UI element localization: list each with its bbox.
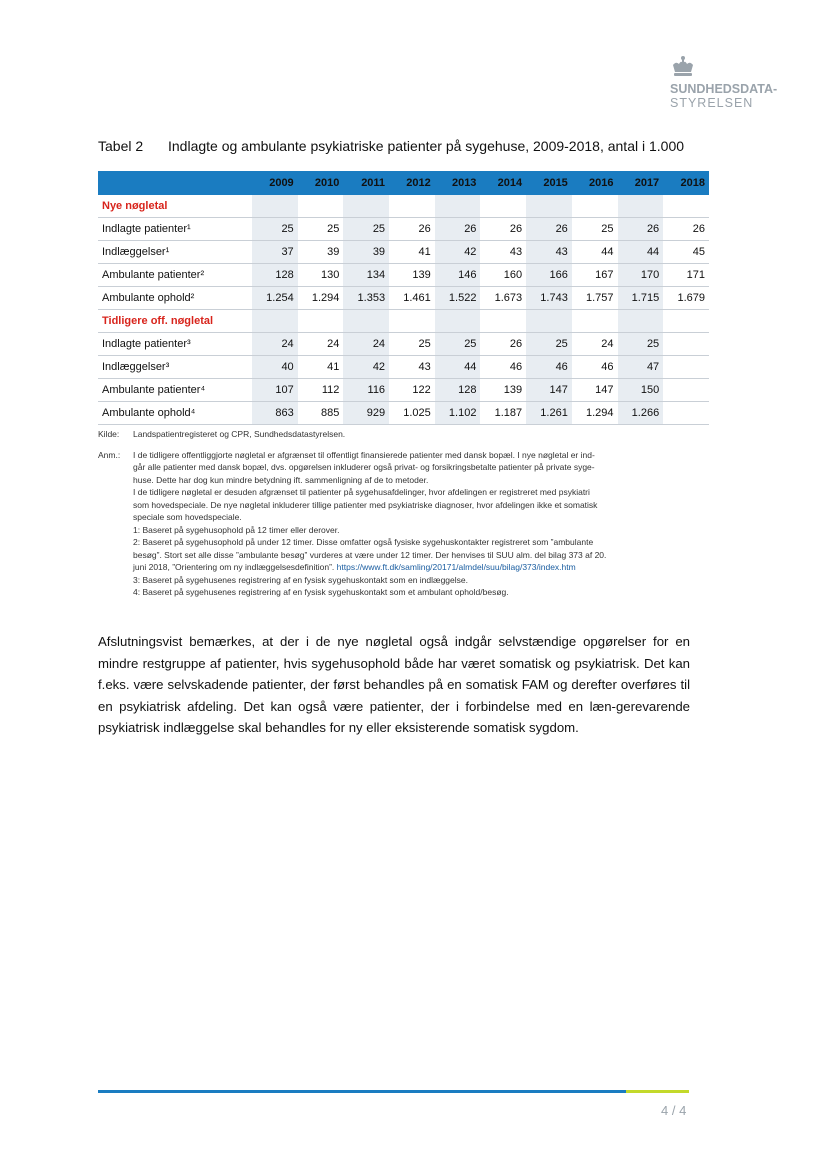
table-cell: 43 bbox=[480, 241, 526, 264]
table-cell: 134 bbox=[343, 264, 389, 287]
anm-line: går alle patienter med dansk bopæl, dvs. opgørelsen inkluderer også privat- og forsikringsbetalte patienter på private syge- bbox=[133, 462, 595, 472]
table-cell: 25 bbox=[389, 333, 435, 356]
table-cell: 25 bbox=[435, 333, 481, 356]
empty-cell bbox=[663, 310, 709, 333]
table-cell: 26 bbox=[435, 218, 481, 241]
table-cell: 43 bbox=[389, 356, 435, 379]
body-paragraph: Afslutningsvist bemærkes, at der i de nye nøgletal også indgår selvstændige opgørelser for en mindre restgruppe af patienter, hvis sygehusophold både har været somatisk og psykiatrisk. Det kan f.eks. være selvskadende patienter, der først behandles på en somatisk FAM og derefter overføres til en psykiatrisk afdeling. Det kan også være patienter, der i forbindelse med en læn-gerevarende psykiatrisk indlæggelse skal behandles for ny eller eksisterende somatisk sygdom. bbox=[98, 634, 690, 735]
year-header: 2013 bbox=[435, 171, 481, 195]
table-cell: 42 bbox=[435, 241, 481, 264]
header-corner bbox=[98, 171, 252, 195]
table-cell: 44 bbox=[618, 241, 664, 264]
table-cell bbox=[663, 379, 709, 402]
table-cell: 39 bbox=[343, 241, 389, 264]
year-header: 2009 bbox=[252, 171, 298, 195]
table-cell: 112 bbox=[298, 379, 344, 402]
empty-cell bbox=[435, 195, 481, 218]
table-cell: 1.743 bbox=[526, 287, 572, 310]
table-cell: 128 bbox=[435, 379, 481, 402]
table-row bbox=[98, 356, 709, 379]
year-header: 2016 bbox=[572, 171, 618, 195]
table-cell: 25 bbox=[298, 218, 344, 241]
empty-cell bbox=[343, 195, 389, 218]
logo bbox=[670, 55, 790, 115]
table-cell: 24 bbox=[298, 333, 344, 356]
row-label: Indlæggelser³ bbox=[98, 356, 252, 379]
table-cell: 1.353 bbox=[343, 287, 389, 310]
empty-cell bbox=[480, 310, 526, 333]
table-cell: 1.522 bbox=[435, 287, 481, 310]
row-label: Ambulante patienter² bbox=[98, 264, 252, 287]
section-row bbox=[98, 310, 709, 333]
logo-line2: STYRELSEN bbox=[670, 96, 754, 110]
table-cell: 44 bbox=[572, 241, 618, 264]
empty-cell bbox=[572, 310, 618, 333]
empty-cell bbox=[343, 310, 389, 333]
table-cell bbox=[663, 402, 709, 425]
table-cell: 24 bbox=[252, 333, 298, 356]
anm-line: 3: Baseret på sygehusenes registrering af en fysisk sygehuskontakt som en indlæggelse. bbox=[133, 574, 468, 585]
empty-cell bbox=[298, 195, 344, 218]
section-row bbox=[98, 195, 709, 218]
anm-line: 4: Baseret på sygehusenes registrering af en fysisk sygehuskontakt som et ambulant ophold/besøg. bbox=[133, 587, 509, 597]
year-header: 2018 bbox=[663, 171, 709, 195]
table-cell: 167 bbox=[572, 264, 618, 287]
anm-line: huse. Dette har dog kun mindre betydning ift. sammenligning af de to metoder. bbox=[133, 474, 429, 485]
year-header: 2014 bbox=[480, 171, 526, 195]
table-cell: 24 bbox=[572, 333, 618, 356]
anm-line: 1: Baseret på sygehusophold på 12 timer eller derover. bbox=[133, 524, 340, 535]
table-cell: 1.187 bbox=[480, 402, 526, 425]
source-text: Landspatientregisteret og CPR, Sundhedsdatastyrelsen. bbox=[133, 429, 346, 439]
anm-line: speciale som hovedspeciale. bbox=[133, 512, 242, 522]
table-cell: 46 bbox=[526, 356, 572, 379]
anm-line: I de tidligere offentliggjorte nøgletal er afgrænset til offentligt finansierede patienter med dansk bopæl. I nye nøgletal er ind- bbox=[133, 449, 595, 460]
table-cell bbox=[663, 333, 709, 356]
page-number: 4 / 4 bbox=[661, 1103, 687, 1118]
data-table bbox=[98, 171, 709, 425]
footer-bar-blue bbox=[98, 1090, 626, 1093]
table-cell: 26 bbox=[618, 218, 664, 241]
row-label: Indlagte patienter¹ bbox=[98, 218, 252, 241]
table-cell: 1.715 bbox=[618, 287, 664, 310]
table-cell: 47 bbox=[618, 356, 664, 379]
table-cell: 130 bbox=[298, 264, 344, 287]
table-cell: 26 bbox=[480, 333, 526, 356]
table-cell: 25 bbox=[252, 218, 298, 241]
table-cell: 116 bbox=[343, 379, 389, 402]
year-header: 2012 bbox=[389, 171, 435, 195]
empty-cell bbox=[663, 195, 709, 218]
table-cell: 171 bbox=[663, 264, 709, 287]
table-cell: 885 bbox=[298, 402, 344, 425]
table-row bbox=[98, 287, 709, 310]
empty-cell bbox=[389, 195, 435, 218]
empty-cell bbox=[618, 310, 664, 333]
year-header: 2015 bbox=[526, 171, 572, 195]
row-label: Ambulante ophold² bbox=[98, 287, 252, 310]
table-cell: 26 bbox=[663, 218, 709, 241]
table-cell bbox=[663, 356, 709, 379]
empty-cell bbox=[252, 310, 298, 333]
table-row bbox=[98, 241, 709, 264]
table-cell: 139 bbox=[480, 379, 526, 402]
table-row bbox=[98, 264, 709, 287]
table-cell: 1.461 bbox=[389, 287, 435, 310]
table-cell: 24 bbox=[343, 333, 389, 356]
table-cell: 40 bbox=[252, 356, 298, 379]
table-cell: 41 bbox=[389, 241, 435, 264]
table-cell: 44 bbox=[435, 356, 481, 379]
table-cell: 147 bbox=[572, 379, 618, 402]
anm-line: I de tidligere nøgletal er desuden afgrænset til patienter på sygehusafdelinger, hvor afdelingen er registreret med psykiatri bbox=[133, 487, 590, 497]
table-cell: 1.025 bbox=[389, 402, 435, 425]
table-title: Indlagte og ambulante psykiatriske patienter på sygehuse, 2009-2018, antal i 1.000 bbox=[168, 138, 685, 154]
anm-line: som hovedspeciale. De nye nøgletal inkluderer tillige patienter med psykiatriske diagnoser, hvor afdelingen ikke et somatisk bbox=[133, 499, 598, 510]
table-cell: 1.757 bbox=[572, 287, 618, 310]
footer-bar-green bbox=[626, 1090, 689, 1093]
table-cell: 46 bbox=[480, 356, 526, 379]
anm-note bbox=[98, 449, 710, 599]
table-number: Tabel 2 bbox=[98, 138, 144, 154]
table-cell: 37 bbox=[252, 241, 298, 264]
row-label: Indlagte patienter³ bbox=[98, 333, 252, 356]
source-key: Kilde: bbox=[98, 429, 120, 439]
table-cell: 1.294 bbox=[298, 287, 344, 310]
table-cell: 139 bbox=[389, 264, 435, 287]
table-notes bbox=[98, 428, 710, 599]
section-title: Tidligere off. nøgletal bbox=[98, 310, 252, 333]
empty-cell bbox=[526, 195, 572, 218]
year-header: 2011 bbox=[343, 171, 389, 195]
anm-key: Anm.: bbox=[98, 449, 121, 460]
header-row bbox=[98, 171, 709, 195]
empty-cell bbox=[252, 195, 298, 218]
table-cell: 25 bbox=[343, 218, 389, 241]
source-note bbox=[98, 428, 710, 441]
table-cell: 39 bbox=[298, 241, 344, 264]
table-cell: 42 bbox=[343, 356, 389, 379]
reference-link[interactable]: https://www.ft.dk/samling/20171/almdel/suu/bilag/373/index.htm bbox=[336, 562, 576, 572]
section-title: Nye nøgletal bbox=[98, 195, 252, 218]
row-label: Ambulante ophold⁴ bbox=[98, 402, 252, 425]
table-cell: 1.679 bbox=[663, 287, 709, 310]
anm-link-prefix: juni 2018, ”Orientering om ny indlæggelsesdefinition”. bbox=[133, 562, 337, 572]
table-cell: 128 bbox=[252, 264, 298, 287]
table-cell: 160 bbox=[480, 264, 526, 287]
table-cell: 1.261 bbox=[526, 402, 572, 425]
table-cell: 146 bbox=[435, 264, 481, 287]
empty-cell bbox=[480, 195, 526, 218]
table-caption bbox=[98, 138, 684, 154]
table-cell: 26 bbox=[480, 218, 526, 241]
table-row bbox=[98, 379, 709, 402]
table-cell: 1.294 bbox=[572, 402, 618, 425]
table-cell: 147 bbox=[526, 379, 572, 402]
anm-line: besøg”. Stort set alle disse ”ambulante besøg” vurderes at være under 12 timer. Der henvises til SUU alm. del bilag 373 af 20. bbox=[133, 549, 607, 560]
anm-line: 2: Baseret på sygehusophold på under 12 timer. Disse omfatter også fysiske sygehuskontakter registreret som ”ambulante bbox=[133, 537, 594, 547]
table-cell: 26 bbox=[526, 218, 572, 241]
table-cell: 863 bbox=[252, 402, 298, 425]
table-cell: 26 bbox=[389, 218, 435, 241]
table-cell: 41 bbox=[298, 356, 344, 379]
table-cell: 1.254 bbox=[252, 287, 298, 310]
table-cell: 122 bbox=[389, 379, 435, 402]
table-cell: 25 bbox=[572, 218, 618, 241]
row-label: Ambulante patienter⁴ bbox=[98, 379, 252, 402]
empty-cell bbox=[572, 195, 618, 218]
table-row bbox=[98, 333, 709, 356]
empty-cell bbox=[435, 310, 481, 333]
logo-line1: SUNDHEDSDATA- bbox=[670, 82, 778, 96]
table-cell: 25 bbox=[618, 333, 664, 356]
table-cell: 166 bbox=[526, 264, 572, 287]
year-header: 2010 bbox=[298, 171, 344, 195]
table-cell: 43 bbox=[526, 241, 572, 264]
table-row bbox=[98, 218, 709, 241]
table-cell: 1.673 bbox=[480, 287, 526, 310]
row-label: Indlæggelser¹ bbox=[98, 241, 252, 264]
year-header: 2017 bbox=[618, 171, 664, 195]
table-cell: 45 bbox=[663, 241, 709, 264]
table-cell: 1.266 bbox=[618, 402, 664, 425]
crown-icon bbox=[670, 55, 696, 79]
table-row bbox=[98, 402, 709, 425]
table-cell: 1.102 bbox=[435, 402, 481, 425]
empty-cell bbox=[298, 310, 344, 333]
table-cell: 46 bbox=[572, 356, 618, 379]
empty-cell bbox=[526, 310, 572, 333]
table-cell: 25 bbox=[526, 333, 572, 356]
table-cell: 107 bbox=[252, 379, 298, 402]
anm-link-line bbox=[133, 561, 710, 574]
table-cell: 150 bbox=[618, 379, 664, 402]
empty-cell bbox=[618, 195, 664, 218]
table-cell: 170 bbox=[618, 264, 664, 287]
empty-cell bbox=[389, 310, 435, 333]
table-cell: 929 bbox=[343, 402, 389, 425]
